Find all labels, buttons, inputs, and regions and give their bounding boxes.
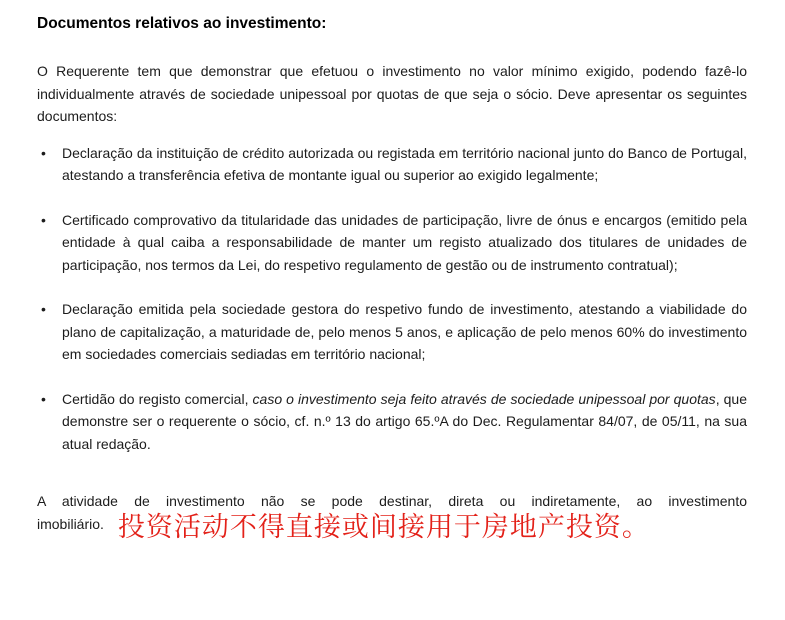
list-item [37,209,747,277]
intro-paragraph: O Requerente tem que demonstrar que efetuou o investimento no valor mínimo exigido, podendo fazê-lo individualmente através de sociedade unipessoal por quotas de que seja o sócio. Deve apresentar os seguintes documentos: [37,63,747,124]
closing-line-1: A atividade de investimento não se pode destinar, direta ou indiretamente, ao investimento [37,493,747,509]
list-item-text: Declaração da instituição de crédito autorizada ou registada em território nacional junto do Banco de Portugal, atestando a transferência efetiva de montante igual ou superior ao exigido legalmente; [62,144,747,183]
list-item-text-pre: Certidão do registo comercial, [62,390,253,407]
chinese-annotation: 投资活动不得直接或间接用于房地产投资。 [117,511,650,543]
bullet-icon: • [41,301,46,317]
list-item [37,142,747,187]
closing-line-2 [37,513,747,541]
page-title: Documentos relativos ao investimento: [37,15,327,32]
document-list [37,142,747,456]
list-item-text: Declaração emitida pela sociedade gestora do respetivo fundo de investimento, atestando a viabilidade do plano de capitalização, a maturidade de, pelo menos 5 anos, e aplicação de pelo menos 60% do investimento em sociedades comerciais sediadas em território nacional; [62,301,747,362]
list-item-text: Certificado comprovativo da titularidade das unidades de participação, livre de ónus e encargos (emitido pela entidade à qual caiba a responsabilidade de manter um registo atualizado dos titulares de unidades de participação, nos termos da Lei, do respetivo regulamento de gestão ou de instrumento contratual); [62,211,747,273]
bullet-icon: • [41,144,46,161]
list-item [37,388,747,456]
bullet-icon: • [41,211,46,228]
list-item-text [62,391,747,452]
closing-line-2-text: imobiliário. [37,515,104,532]
list-item-text-italic: caso o investimento seja feito através de sociedade unipessoal por quotas [252,390,716,407]
list-item-text-post: , que demonstre ser o requerente o sócio, cf. n.º 13 do artigo 65.ºA do Dec. Regulamentar 84/07, de 05/11, na sua atual redação. [62,390,747,452]
bullet-icon: • [41,390,46,407]
closing-paragraph [37,490,747,541]
list-item [37,298,747,366]
